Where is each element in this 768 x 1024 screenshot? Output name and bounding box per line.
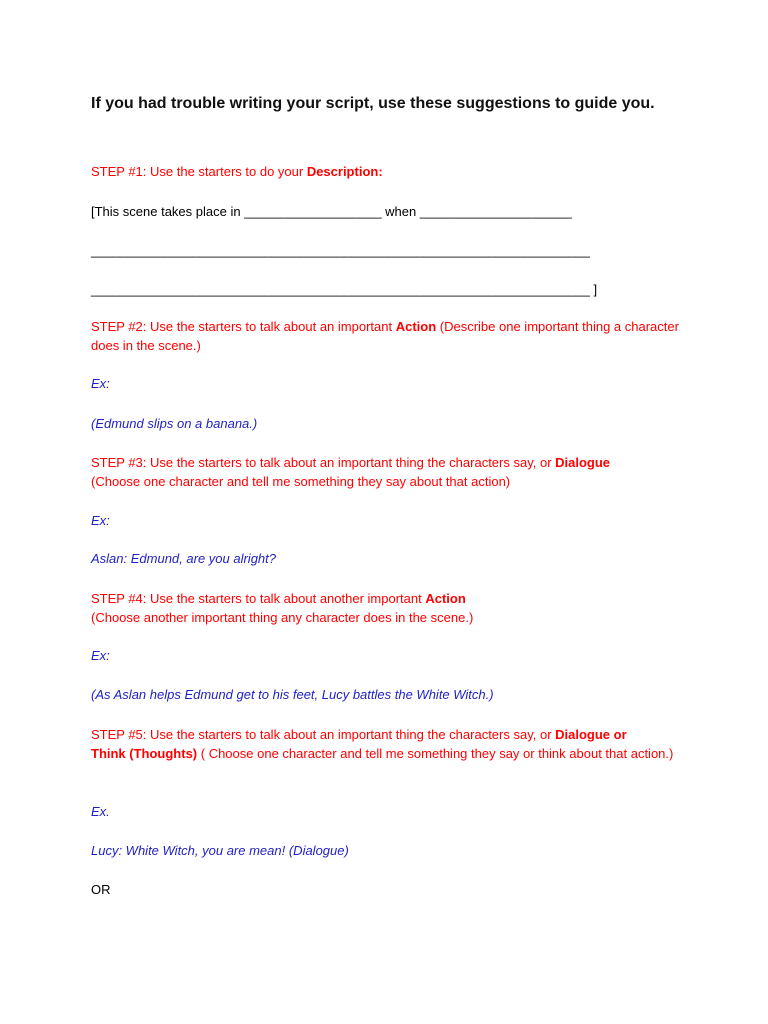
example-2-label: Ex: [91,513,110,528]
example-3-text: (As Aslan helps Edmund get to his feet, Lucy battles the White Witch.) [91,687,494,702]
example-1-text: (Edmund slips on a banana.) [91,416,258,431]
step-4-keyword: Action [425,591,466,606]
example-4-text: Lucy: White Witch, you are mean! (Dialogue) [91,843,349,858]
step-1-keyword: Description: [306,164,383,179]
step-3-rest: (Choose one character and tell me something they say about that action) [91,474,511,489]
step-5-keyword-2: Think (Thoughts) [91,746,198,761]
example-3-label: Ex: [91,648,110,663]
step-4-rest: (Choose another important thing any character does in the scene.) [91,610,474,625]
step-5-rest: ( Choose one character and tell me something they say or think about that action.) [197,746,674,761]
blank-line-1: [This scene takes place in ___________________ when _____________________ [91,204,572,219]
step-5 [91,725,673,763]
step-4 [91,589,473,627]
step-2 [91,317,681,355]
or-text: OR [91,882,111,897]
step-3-text: STEP #3: Use the starters to talk about an important thing the characters say, or [91,455,556,470]
step-1-text: STEP #1: Use the starters to do your [91,164,307,179]
step-2-keyword: Action [395,319,437,334]
step-2-rest: (Describe one important thing a character does in the scene.) [91,319,679,353]
blank-line-3: _____________________________________________________________________ ] [91,282,598,297]
step-3 [91,453,610,491]
example-1-label: Ex: [91,376,110,391]
step-5-keyword-1: Dialogue or [555,727,627,742]
step-4-text: STEP #4: Use the starters to talk about another important [91,591,426,606]
page-heading: If you had trouble writing your script, use these suggestions to guide you. [91,95,655,112]
step-1 [91,162,383,181]
step-3-keyword: Dialogue [555,455,611,470]
example-2-text: Aslan: Edmund, are you alright? [91,551,276,566]
step-5-text: STEP #5: Use the starters to talk about an important thing the characters say, or [91,727,556,742]
example-4-label: Ex. [91,804,110,819]
step-2-text: STEP #2: Use the starters to talk about an important [91,319,396,334]
blank-line-2: _____________________________________________________________________ [91,243,590,258]
